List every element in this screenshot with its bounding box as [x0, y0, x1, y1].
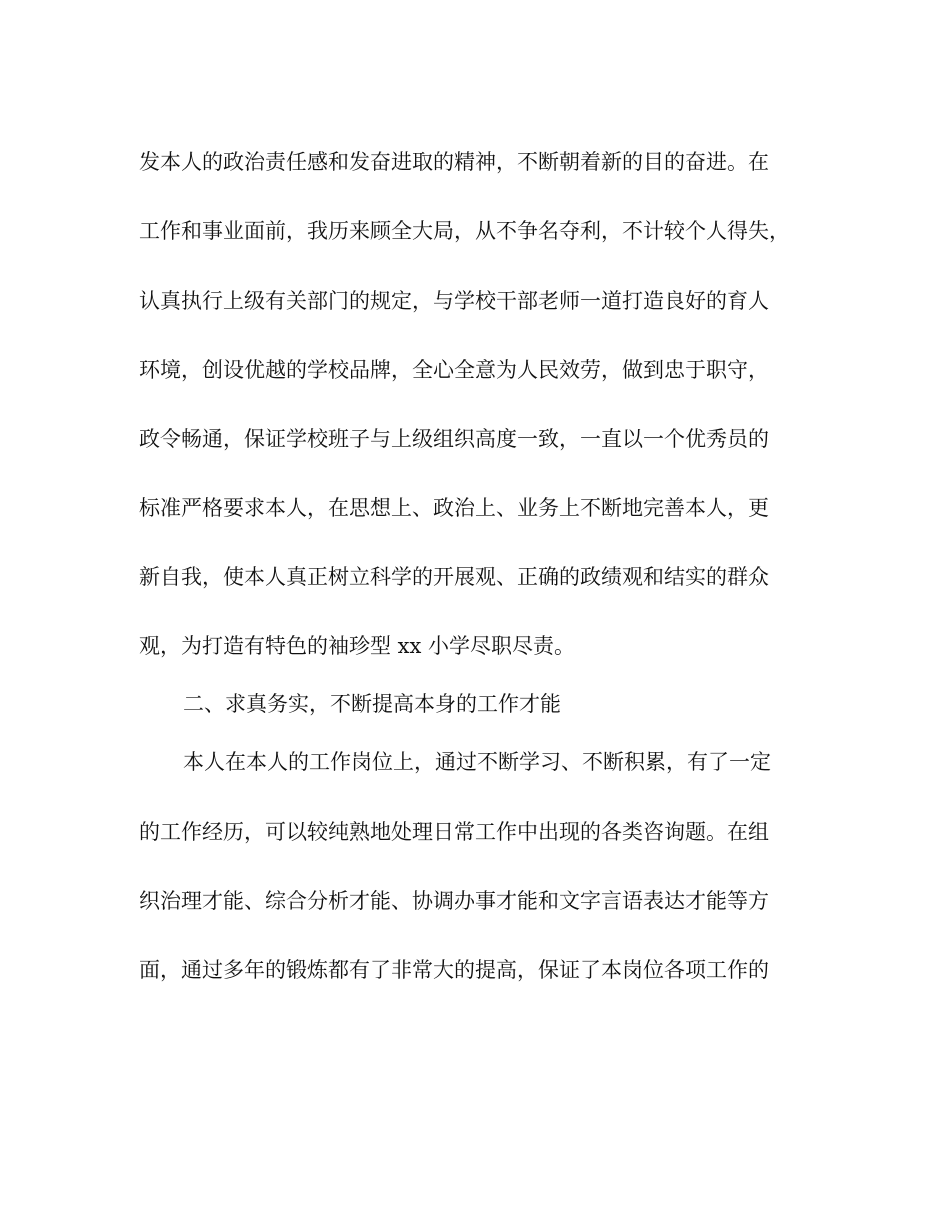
paragraph-line: 环境，创设优越的学校品牌，全心全意为人民效劳，做到忠于职守， — [139, 358, 769, 382]
paragraph-line: 面，通过多年的锻炼都有了非常大的提高，保证了本岗位各项工作的 — [139, 958, 769, 982]
paragraph-line: 观，为打造有特色的袖珍型 xx 小学尽职尽责。 — [139, 634, 576, 658]
paragraph-line: 发本人的政治责任感和发奋进取的精神，不断朝着新的目的奋进。在 — [139, 150, 769, 174]
paragraph-line: 新自我，使本人真正树立科学的开展观、正确的政绩观和结实的群众 — [139, 565, 769, 589]
paragraph-line: 标准严格要求本人，在思想上、政治上、业务上不断地完善本人，更 — [139, 496, 769, 520]
paragraph-line: 织治理才能、综合分析才能、协调办事才能和文字言语表达才能等方 — [139, 889, 769, 913]
paragraph-line: 的工作经历，可以较纯熟地处理日常工作中出现的各类咨询题。在组 — [139, 820, 769, 844]
section-heading: 二、求真务实，不断提高本身的工作才能 — [183, 692, 561, 716]
paragraph-line: 认真执行上级有关部门的规定，与学校干部老师一道打造良好的育人 — [139, 289, 769, 313]
paragraph-line: 本人在本人的工作岗位上，通过不断学习、不断积累，有了一定 — [183, 750, 771, 774]
paragraph-line: 政令畅通，保证学校班子与上级组织高度一致，一直以一个优秀员的 — [139, 427, 769, 451]
paragraph-line: 工作和事业面前，我历来顾全大局，从不争名夺利，不计较个人得失， — [139, 219, 790, 243]
